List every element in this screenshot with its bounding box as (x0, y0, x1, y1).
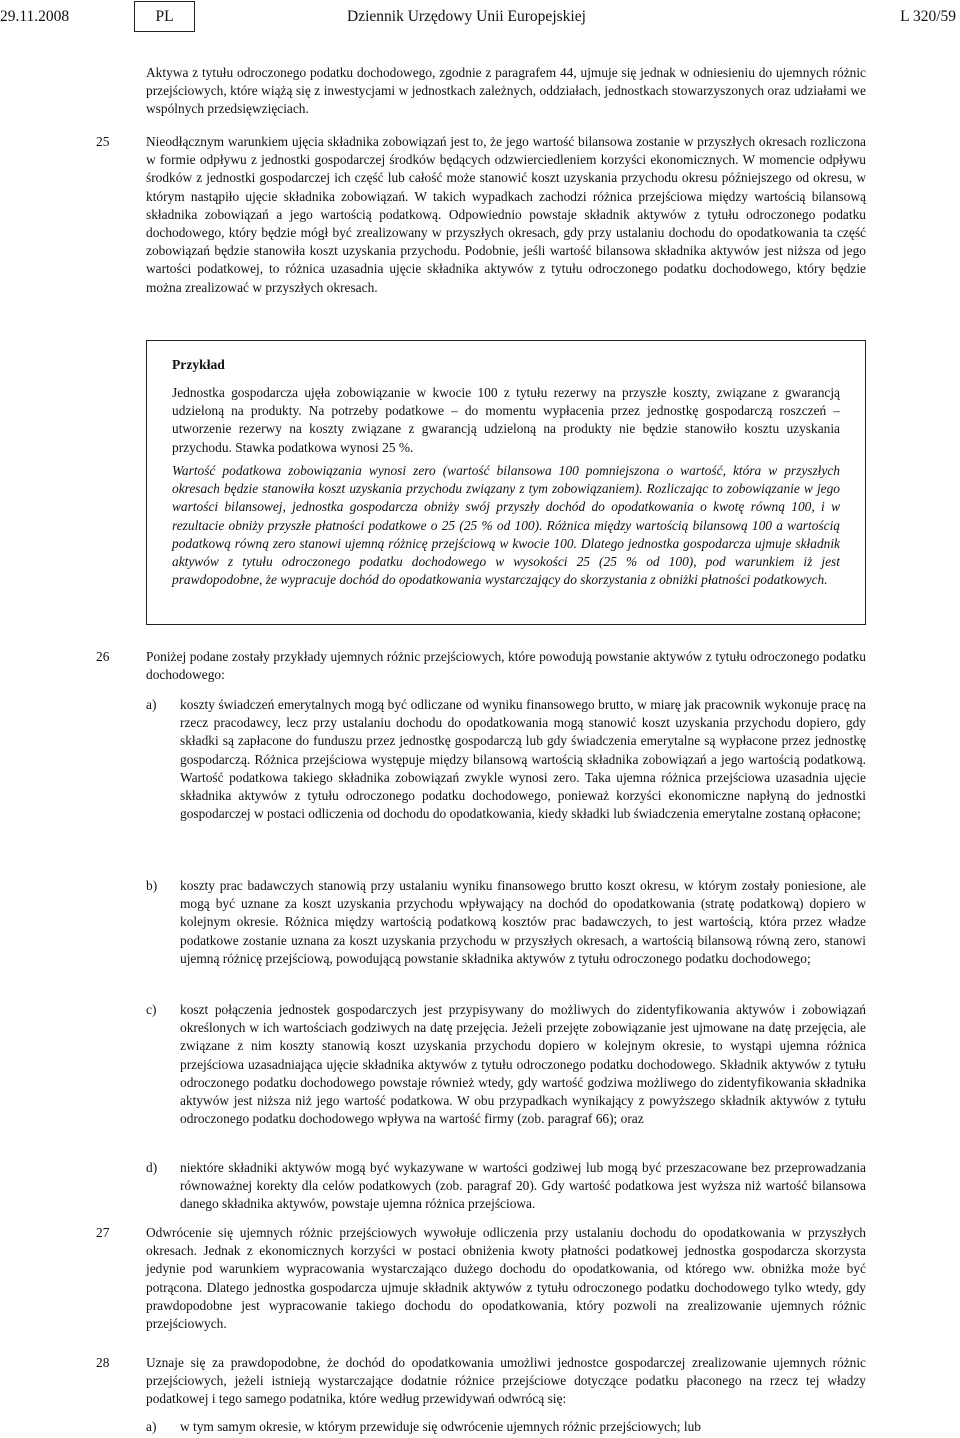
list-item-label: c) (146, 1002, 157, 1017)
paragraph-number-28: 28 (96, 1355, 110, 1370)
list-item-text: w tym samym okresie, w którym przewiduje się odwrócenie ujemnych różnic przejściowych; lub (180, 1419, 701, 1434)
list-item-text: koszt połączenia jednostek gospodarczych jest przypisywany do możliwych do zidentyfikowania aktywów i zobowiązań określonych w ich wartościach godziwych na datę przejęcia. Jeżeli przejęte zobowiązanie jest ujmowane na datę przejęcia, ale związane z nim koszty stanowią koszt uzyskania przychodu dopiero w kolejnym okresie, to wystąpi ujemna różnica przejściowa uzasadniająca ujęcie składnika aktywów z tytułu odroczonego podatku dochodowego. Składnik aktywów z tytułu odroczonego podatku dochodowego powstaje również wtedy, gdy wartość godziwa możliwego do zidentyfikowania składnika aktywów jest niższa niż jego wartość podatkowa. W obu przypadkach wynikający z powyższego składnik aktywów z tytułu odroczonego podatku dochodowego wpływa na wartość firmy (zob. paragraf 66); oraz (180, 1002, 866, 1127)
paragraph-25-text: Nieodłącznym warunkiem ujęcia składnika zobowiązań jest to, że jego wartość bilansowa zostanie w przyszłych okresach rozliczona w formie odpływu z jednostki gospodarczej środków będących odzwierciedleniem korzyści ekonomicznych. W momencie odpływu środków z jednostki gospodarczej ich część lub całość może stanowić koszt uzyskania przychodu okresu późniejszego od okresu, w którym nastąpiło ujęcie składnika zobowiązań. W takich wypadkach zachodzi różnica przejściowa między wartością bilansową składnika zobowiązań a jego wartością podatkową. Odpowiednio powstaje składnik aktywów z tytułu odroczonego podatku dochodowego, który będzie mógł być zrealizowany w przyszłych okresach, gdy przy ustalaniu dochodu do opodatkowania ta część zobowiązań będzie stanowiła koszt uzyskania przychodu. Podobnie, jeśli wartość bilansowa składnika aktywów jest niższa od jego wartości podatkowej, to różnica uzasadnia ujęcie składnika aktywów z tytułu odroczonego podatku dochodowego, który będzie można zrealizować w przyszłych okresach. (146, 134, 866, 295)
list-item-text: niektóre składniki aktywów mogą być wykazywane w wartości godziwej lub mogą być przeszacowane bez przeprowadzania równoważnej korekty dla celów podatkowych (zob. paragraf 20). Gdy wartość podatkowa jest wyższa niż wartość bilansowa danego składnika aktywów, powstaje ujemna różnica przejściowa. (180, 1160, 866, 1212)
paragraph-number-26: 26 (96, 649, 110, 664)
example-box (146, 340, 866, 625)
paragraph-number-27: 27 (96, 1225, 110, 1240)
list-item-label: a) (146, 1419, 157, 1434)
list-item-text: koszty świadczeń emerytalnych mogą być odliczane od wyniku finansowego brutto, w miarę jak pracownik wykonuje pracę na rzecz pracodawcy, lecz przy ustalaniu dochodu do opodatkowania mogą stanowić koszt uzyskania przychodu dopiero, gdy składki są zapłacone do funduszu przez jednostkę gospodarczą lub gdy świadczenia emerytalne są wypłacone przez jednostkę gospodarczą. Różnica przejściowa występuje między bilansową wartością składnika zobowiązań a jego wartością podatkową. Wartość podatkowa takiego składnika zobowiązań zwykle wynosi zero. Taka ujemna różnica przejściowa uzasadnia ujęcie składnika aktywów z tytułu odroczonego podatku dochodowego, ponieważ korzyści ekonomiczne napłyną do jednostki gospodarczej w postaci odliczenia od dochodu do opodatkowania, kiedy składki lub świadczenia emerytalne zostaną opłacone; (180, 697, 866, 822)
list-item-label: a) (146, 697, 157, 712)
example-title: Przykład (172, 357, 225, 372)
list-item-text: koszty prac badawczych stanowią przy ustalaniu wyniku finansowego brutto koszt okresu, w którym zostały poniesione, ale mogą być uznane za koszt uzyskania przychodu wpływający na dochód do opodatkowania (stratę podatkową) dopiero w kolejnym okresie. Różnica między wartością podatkową kosztów prac badawczych, to jest wartością, która przez władze podatkowe zostanie uznana za koszt uzyskania przychodu w przyszłych okresach, a wartością bilansową równą zero, stanowi ujemną różnicę przejściową, powodującą powstanie składnika aktywów z tytułu odroczonego podatku dochodowego; (180, 878, 866, 966)
example-paragraph-1: Jednostka gospodarcza ujęła zobowiązanie w kwocie 100 z tytułu rezerwy na przyszłe koszty, związane z gwarancją udzieloną na produkty. Na potrzeby podatkowe – do momentu wypłacenia przez jednostkę gospodarczą roszczeń – utworzenie rezerwy na koszty związane z gwarancją udzieloną na produkty nie będzie stanowiło kosztu uzyskania przychodu. Stawka podatkowa wynosi 25 %. (172, 385, 840, 455)
list-item-label: b) (146, 878, 158, 893)
paragraph-26-text: Poniżej podane zostały przykłady ujemnych różnic przejściowych, które powodują powstanie aktywów z tytułu odroczonego podatku dochodowego: (146, 649, 866, 683)
page-header (0, 0, 960, 38)
list-item-label: d) (146, 1160, 158, 1175)
publication-date: 29.11.2008 (0, 8, 70, 25)
language-badge: PL (134, 1, 195, 32)
intro-paragraph: Aktywa z tytułu odroczonego podatku dochodowego, zgodnie z paragrafem 44, ujmuje się jednak w odniesieniu do ujemnych różnic przejściowych, które wiążą się z inwestycjami w jednostkach zależnych, oddziałach, jednostkach stowarzyszonych oraz udziałami we wspólnych przedsięwzięciach. (146, 65, 866, 117)
example-paragraph-2: Wartość podatkowa zobowiązania wynosi zero (wartość bilansowa 100 pomniejszona o wartość, która w przyszłych okresach będzie stanowiła koszt uzyskania przychodu związany z tym zobowiązaniem). Rozliczając to zobowiązanie w jego wartości bilansowej, jednostka gospodarcza obniży swój przyszły dochód do opodatkowania o kwotę równą 100, i w rezultacie obniży przyszłe płatności podatkowe o 25 (25 % od 100). Różnica między wartością bilansową 100 a wartością podatkową równą zero stanowi ujemną różnicę przejściową w kwocie 100. Dlatego jednostka gospodarcza ujmuje składnik aktywów z tytułu odroczonego podatku dochodowego w wysokości 25 (25 % od 100), pod warunkiem iż jest prawdopodobne, że wypracuje dochód do opodatkowania wystarczający do skorzystania z obniżki płatności podatkowych. (172, 463, 840, 588)
paragraph-28-text: Uznaje się za prawdopodobne, że dochód do opodatkowania umożliwi jednostce gospodarczej zrealizowanie ujemnych różnic przejściowych, jeżeli istnieją wystarczające dodatnie różnice przejściowe dotyczące podatku płaconego na rzecz tej władzy podatkowej i tego samego podatnika, które według przewidywań odwrócą się: (146, 1355, 866, 1407)
journal-title: Dziennik Urzędowy Unii Europejskiej (347, 8, 586, 25)
page-reference: L 320/59 (900, 8, 956, 25)
paragraph-number-25: 25 (96, 134, 110, 149)
paragraph-27-text: Odwrócenie się ujemnych różnic przejściowych wywołuje odliczenia przy ustalaniu dochodu do opodatkowania w przyszłych okresach. Jednak z ekonomicznych korzyści w postaci obniżenia kwoty płatności podatkowej jednostka gospodarcza skorzysta jedynie pod warunkiem wypracowania wystarczająco dużego dochodu do opodatkowania, od którego ww. obniżka może być potrącona. Dlatego jednostka gospodarcza ujmuje składnik aktywów z tytułu odroczonego podatku dochodowego tylko wtedy, gdy prawdopodobne jest wypracowanie takiego dochodu do opodatkowania, który pozwoli na zrealizowanie ujemnych różnic przejściowych. (146, 1225, 866, 1332)
